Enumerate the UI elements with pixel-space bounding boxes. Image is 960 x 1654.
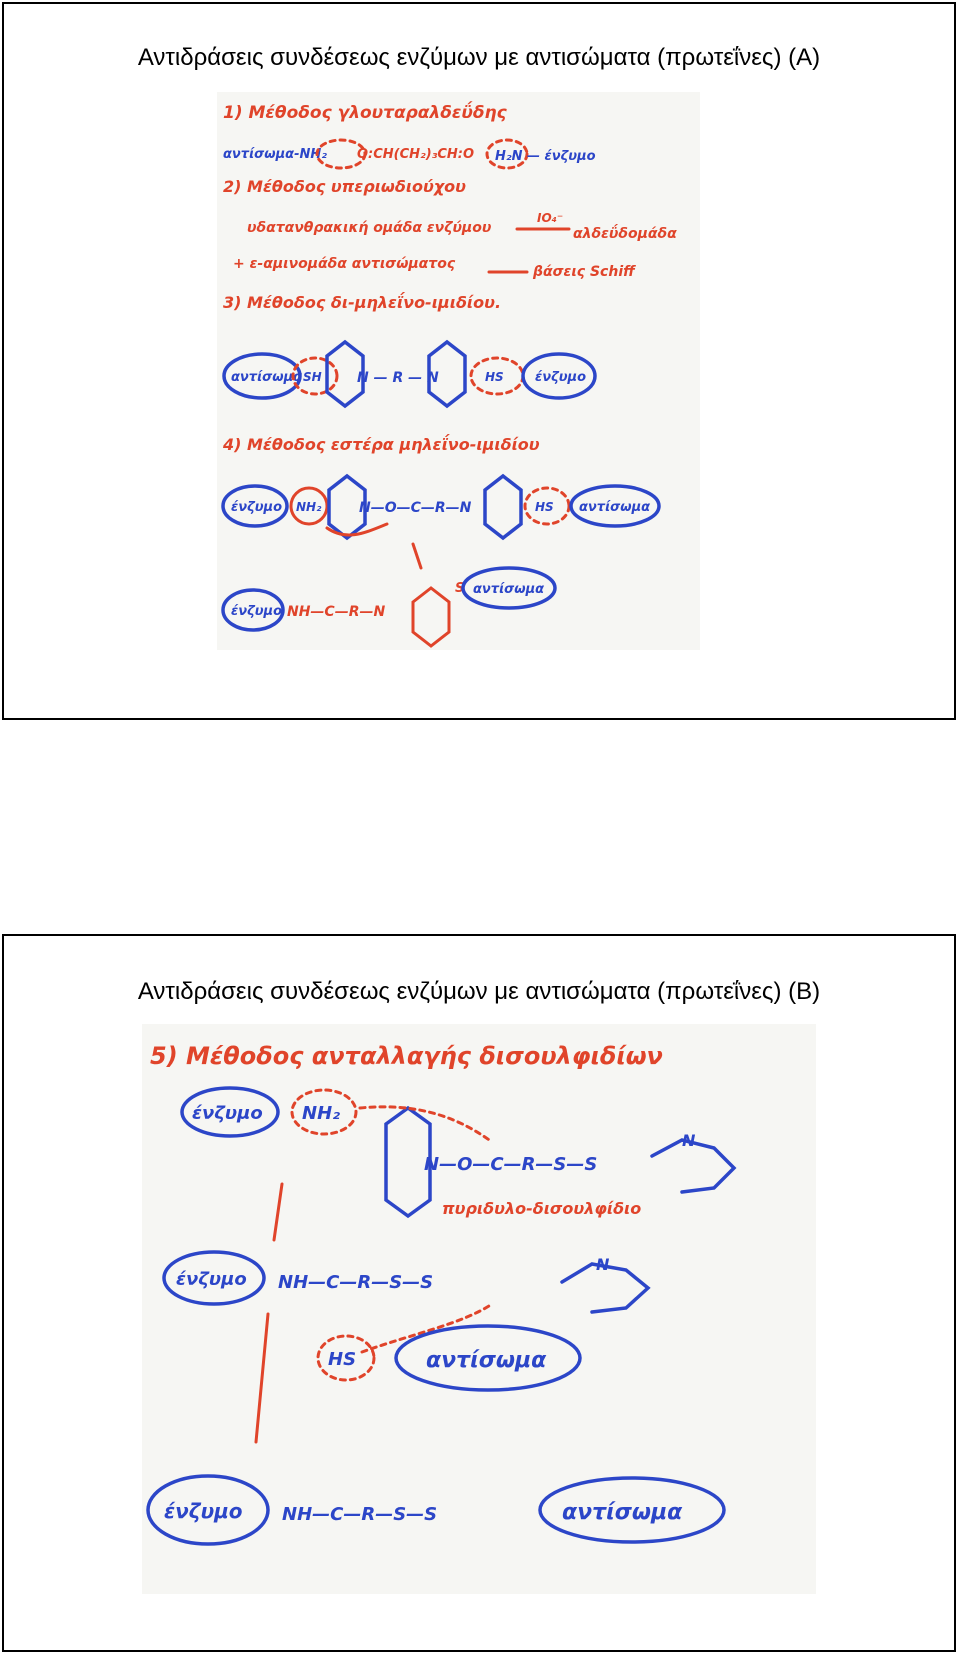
slide-a-title: Αντιδράσεις συνδέσεως ενζύμων με αντισώματα (πρωτεΐνες) (A)	[137, 44, 821, 71]
m3-hs: HS	[485, 370, 504, 384]
m4-ring-right	[485, 476, 521, 538]
b-reagent-chain: N—O—C—R—S—S	[424, 1154, 598, 1175]
m1-antibody: αντίσωμα-NH₂	[223, 147, 327, 162]
b-intermediate-chain: NH—C—R—S—S	[278, 1272, 434, 1293]
method-4-heading: 4) Μέθοδος εστέρα μηλεΐνο-ιμιδίου	[223, 435, 540, 454]
m3-core: N — R — N	[357, 370, 439, 386]
m4-down-arrow	[413, 544, 421, 568]
m4-hs: HS	[535, 500, 554, 514]
m3-antibody: αντίσωμα	[231, 370, 303, 385]
m1-enzyme: H₂N — ένζυμο	[495, 149, 596, 164]
m3-sh: SH	[303, 370, 322, 384]
method-5-heading: 5) Μέθοδος ανταλλαγής δισουλφιδίων	[150, 1042, 663, 1070]
b-pyridine-n-1: N	[682, 1131, 696, 1150]
b-product-chain: NH—C—R—S—S	[282, 1504, 438, 1525]
b-down-arrow-1	[274, 1184, 282, 1240]
slide-a	[2, 2, 956, 720]
method-3-heading: 3) Μέθοδος δι-μηλεΐνο-ιμιδίου.	[223, 293, 502, 312]
b-enzyme-3: ένζυμο	[164, 1499, 243, 1523]
m4-prod-core: NH—C—R—N	[287, 604, 386, 620]
b-enzyme-2: ένζυμο	[176, 1269, 247, 1290]
slide-b-title: Αντιδράσεις συνδέσεως ενζύμων με αντισώματα (πρωτεΐνες) (B)	[137, 978, 821, 1005]
m4-enzyme: ένζυμο	[231, 500, 283, 515]
b-pyridine-n-2: N	[596, 1255, 610, 1274]
m4-prod-ring	[413, 588, 449, 646]
b-nh2: NH₂	[302, 1103, 341, 1124]
b-down-arrow-2	[256, 1314, 268, 1442]
m2-line2: + ε-αμινομάδα αντισώματος	[233, 256, 456, 272]
b-antibody-2: αντίσωμα	[562, 1500, 683, 1525]
b-pyridyl-label: πυριδυλο-δισουλφίδιο	[442, 1199, 642, 1218]
slide-b	[2, 934, 956, 1652]
m3-enzyme: ένζυμο	[535, 370, 587, 385]
m4-prod-antibody: αντίσωμα	[473, 582, 545, 597]
m2-reagent: IO₄⁻	[537, 211, 564, 225]
m2-product2: βάσεις Schiff	[533, 264, 635, 280]
b-antibody-1: αντίσωμα	[426, 1348, 547, 1373]
m4-nh2: NH₂	[296, 500, 322, 514]
method-2-heading: 2) Μέθοδος υπεριωδιούχου	[223, 177, 466, 196]
whiteboard-photo-a	[217, 92, 700, 650]
b-hs: HS	[328, 1349, 357, 1370]
b-attack-arrow-1	[360, 1107, 492, 1142]
m2-product1: αλδεΰδομάδα	[573, 226, 677, 242]
m4-prod-s: S	[455, 581, 465, 596]
m2-line1: υδατανθρακική ομάδα ενζύμου	[247, 220, 492, 236]
m1-reagent: O:CH(CH₂)₃CH:O	[357, 147, 475, 162]
whiteboard-photo-b	[142, 1024, 816, 1594]
handwritten-notes-a	[217, 92, 700, 650]
m4-core: N—O—C—R—N	[359, 500, 472, 516]
m4-prod-enzyme: ένζυμο	[231, 604, 283, 619]
method-1-heading: 1) Μέθοδος γλουταραλδεΰδης	[223, 103, 507, 123]
b-enzyme-1: ένζυμο	[192, 1103, 263, 1124]
handwritten-notes-b	[142, 1024, 816, 1594]
m4-antibody: αντίσωμα	[579, 500, 651, 515]
